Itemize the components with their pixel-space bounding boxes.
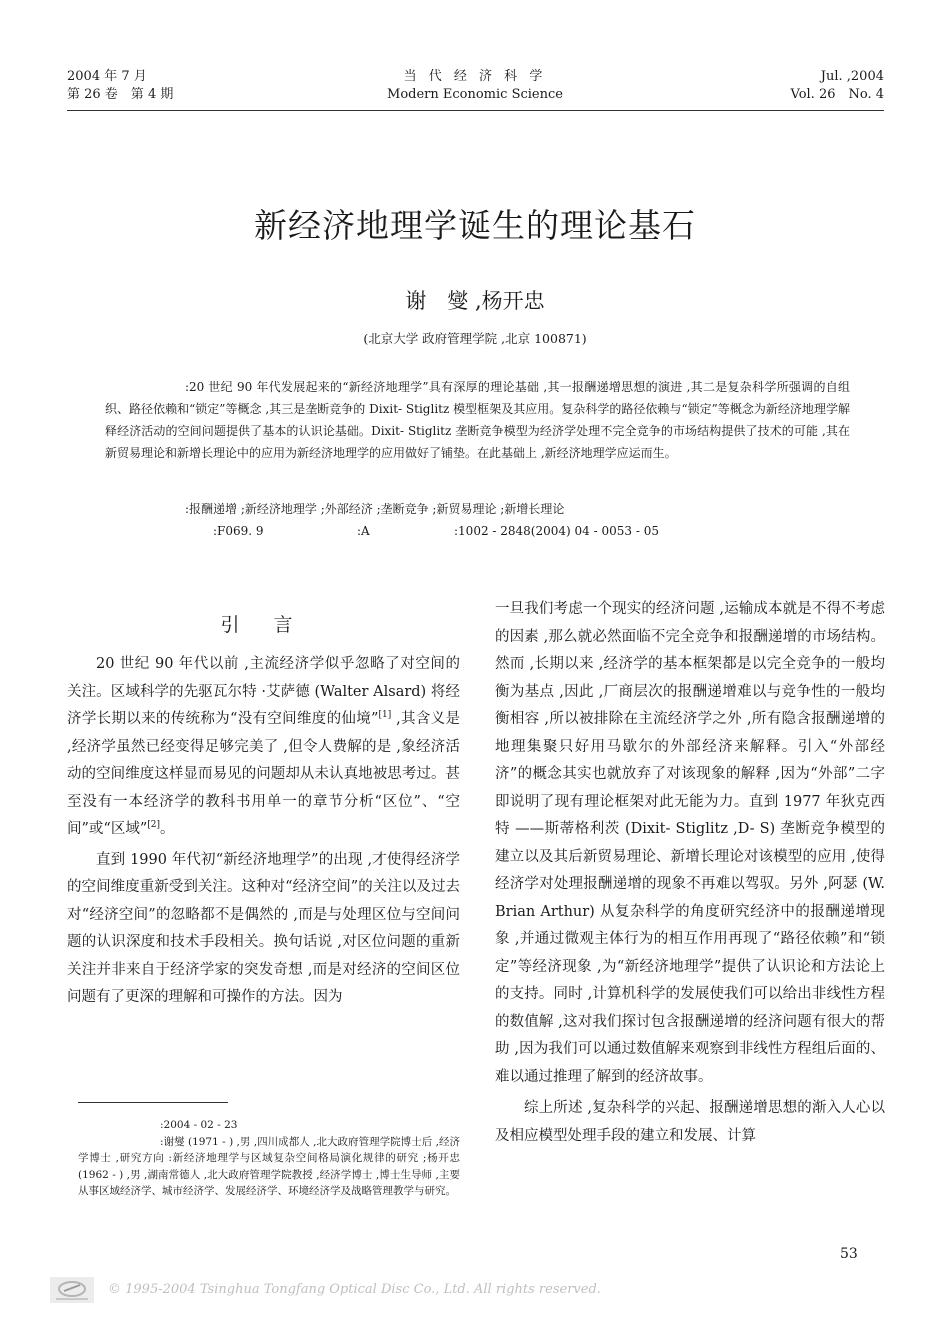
citation-ref: [1] (378, 710, 392, 721)
left-column (67, 651, 460, 1012)
footnote-rule (78, 1102, 228, 1103)
copyright-notice: © 1995-2004 Tsinghua Tongfang Optical Disc Co., Ltd. All rights reserved. (108, 1282, 601, 1297)
abstract-text: :20 世纪 90 年代发展起来的“新经济地理学”具有深厚的理论基础 ,其一报酬递增思想的演进 ,其二是复杂科学所强调的自组织、路径依赖和“锁定”等概念 ,其三是垄断竞争的 Dixit- Stiglitz 模型框架及其应用。复杂科学的路径依赖与“锁定”等概念为新经济地理学解释经济活动的空间问题提供了基本的认识论基础。Dixit- Stiglitz 垄断竞争模型为经济学处理不完全竞争的市场结构提供了技术的可能 ,其在新贸易理论和新增长理论中的应用为新经济地理学的应用做好了铺垫。在此基础上 ,新经济地理学应运而生。 (105, 380, 850, 460)
article-id: :1002 - 2848(2004) 04 - 0053 - 05 (454, 524, 659, 538)
paragraph (67, 651, 460, 844)
paragraph-text: ,其含义是 ,经济学虽然已经变得足够完美了 ,但令人费解的是 ,象经济活动的空间维度这样显而易见的问题却从未认真地被思考过。甚至没有一本经济学的教科书用单一的章节分析“区位”、“空间”或“区域” (67, 711, 460, 837)
header-rule (67, 110, 884, 111)
journal-name-en: Modern Economic Science (387, 87, 563, 102)
clc-number: :F069. 9 (213, 524, 264, 538)
keywords: :报酬递增 ;新经济地理学 ;外部经济 ;垄断竞争 ;新贸易理论 ;新增长理论 (185, 502, 565, 516)
author-affiliation: (北京大学 政府管理学院 ,北京 100871) (363, 331, 587, 346)
section-heading: 引 言 (220, 614, 307, 636)
paper-title: 新经济地理学诞生的理论基石 (254, 206, 696, 245)
footnote-bio: :谢燮 (1971 - ) ,男 ,四川成都人 ,北大政府管理学院博士后 ,经济学博士 ,研究方向 :新经济地理学与区域复杂空间格局演化规律的研究 ;杨开忠 (1962 - ) ,男 ,湖南常德人 ,北大政府管理学院教授 ,经济学博士 ,博士生导师 ,主要从事区域经济学、城市经济学、发展经济学、环境经济学及战略管理教学与研究。 (78, 1135, 460, 1197)
document-code: :A (357, 524, 370, 538)
header-center (325, 68, 625, 104)
journal-name-cn: 当 代 经 济 科 学 (403, 69, 547, 84)
paragraph: 综上所述 ,复杂科学的兴起、报酬递增思想的渐入人心以及相应模型处理手段的建立和发展、计算 (495, 1100, 885, 1144)
header-date-cn: 2004 年 7 月 (67, 69, 147, 84)
publisher-logo-icon (50, 1277, 94, 1303)
paragraph: 一旦我们考虑一个现实的经济问题 ,运输成本就是不得不考虑的因素 ,那么就必然面临不完全竞争和报酬递增的市场结构。然而 ,长期以来 ,经济学的基本框架都是以完全竞争的一般均衡为基点 ,因此 ,厂商层次的报酬递增难以与竞争性的一般均衡相容 ,所以被排除在主流经济学之外 ,所有隐含报酬递增的地理集聚只好用马歇尔的外部经济来解释。引入“外部经济”的概念其实也就放弃了对该现象的解释 ,因为“外部”二字即说明了现有理论框架对此无能为力。直到 1977 年狄克西特 ——斯蒂格利茨 (Dixit- Stiglitz ,D- S) 垄断竞争模型的建立以及其后新贸易理论、新增长理论对该模型的应用 ,使得经济学对处理报酬递增的现象不再难以驾驭。另外 ,阿瑟 (W. Brian Arthur) 从复杂科学的角度研究经济中的报酬递增现象 ,并通过微观主体行为的相互作用再现了“路径依赖”和“锁定”等经济现象 ,为“新经济地理学”提供了认识论和方法论上的支持。同时 ,计算机科学的发展使我们可以给出非线性方程的数值解 ,这对我们探讨包含报酬递增的经济问题有很大的帮助 ,因为我们可以通过数值解来观察到非线性方程组后面的、难以通过推理了解到的经济故事。 (495, 601, 885, 1085)
footnotes (78, 1117, 460, 1200)
header-left (67, 68, 173, 104)
page-number: 53 (840, 1246, 858, 1262)
abstract (105, 376, 850, 464)
header-volume-en: Vol. 26 No. 4 (790, 87, 884, 102)
header-date-en: Jul. ,2004 (820, 69, 884, 84)
header-volume-cn: 第 26 卷 第 4 期 (67, 87, 174, 102)
paragraph-text: 20 世纪 90 年代以前 ,主流经济学似乎忽略了对空间的关注。区域科学的先驱瓦尔特 ·艾萨德 (Walter Alsard) 将经济学长期以来的传统称为“没有空间维度的仙境” (67, 656, 460, 727)
paragraph-text: 。 (160, 821, 175, 837)
paragraph: 直到 1990 年代初“新经济地理学”的出现 ,才使得经济学的空间维度重新受到关注。这种对“经济空间”的关注以及过去对“经济空间”的忽略都不是偶然的 ,而是与处理区位与空间问题的认识深度和技术手段相关。换句话说 ,对区位问题的重新关注并非来自于经济学家的突发奇想 ,而是对经济的空间区位问题有了更深的理解和可操作的方法。因为 (67, 851, 460, 1005)
paper-authors: 谢 燮 ,杨开忠 (405, 289, 545, 313)
citation-ref: [2] (147, 820, 160, 831)
right-column (495, 596, 885, 1150)
header-right (791, 68, 885, 104)
footnote-received: :2004 - 02 - 23 (160, 1119, 238, 1131)
